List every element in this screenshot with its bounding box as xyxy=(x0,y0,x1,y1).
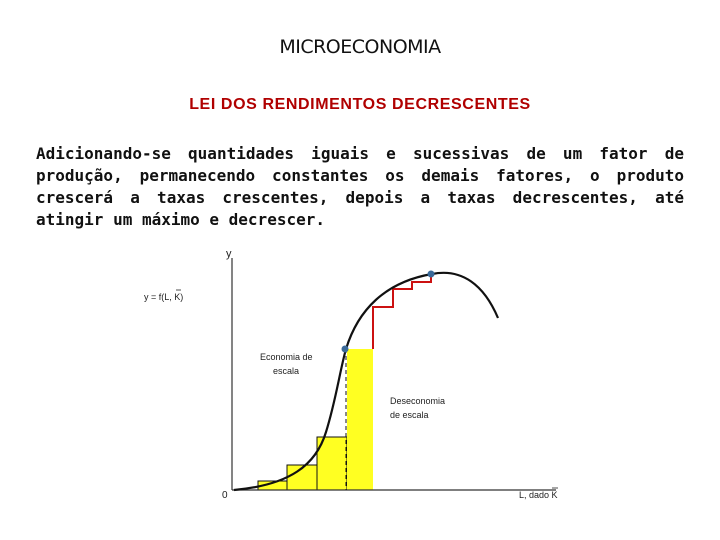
economies-label-line2: escala xyxy=(273,366,300,376)
maximum-point-marker xyxy=(428,271,435,278)
origin-label: 0 xyxy=(222,490,228,501)
function-label: y = f(L, K) xyxy=(144,292,184,302)
economies-label-line1: Economia de xyxy=(260,352,313,362)
y-axis-label: y xyxy=(226,248,232,260)
marginal-step-lines xyxy=(373,274,431,349)
inflection-point-marker xyxy=(342,346,349,353)
step-block-4 xyxy=(347,349,373,490)
marginal-step-dashed xyxy=(373,307,393,349)
diseconomies-label-line2: de escala xyxy=(390,410,429,420)
slide-subtitle: LEI DOS RENDIMENTOS DECRESCENTES xyxy=(189,96,531,113)
slide-title: MICROECONOMIA xyxy=(279,36,441,58)
x-axis-label: L, dado K xyxy=(519,490,558,500)
diseconomies-label-line1: Deseconomia xyxy=(390,396,446,406)
body-paragraph: Adicionando-se quantidades iguais e sucessivas de um fator de produção, permanecendo constantes os demais fatores, o produto crescerá a taxas crescentes, depois a taxas decrescentes, até atingir um máximo e decrescer. xyxy=(36,144,684,229)
